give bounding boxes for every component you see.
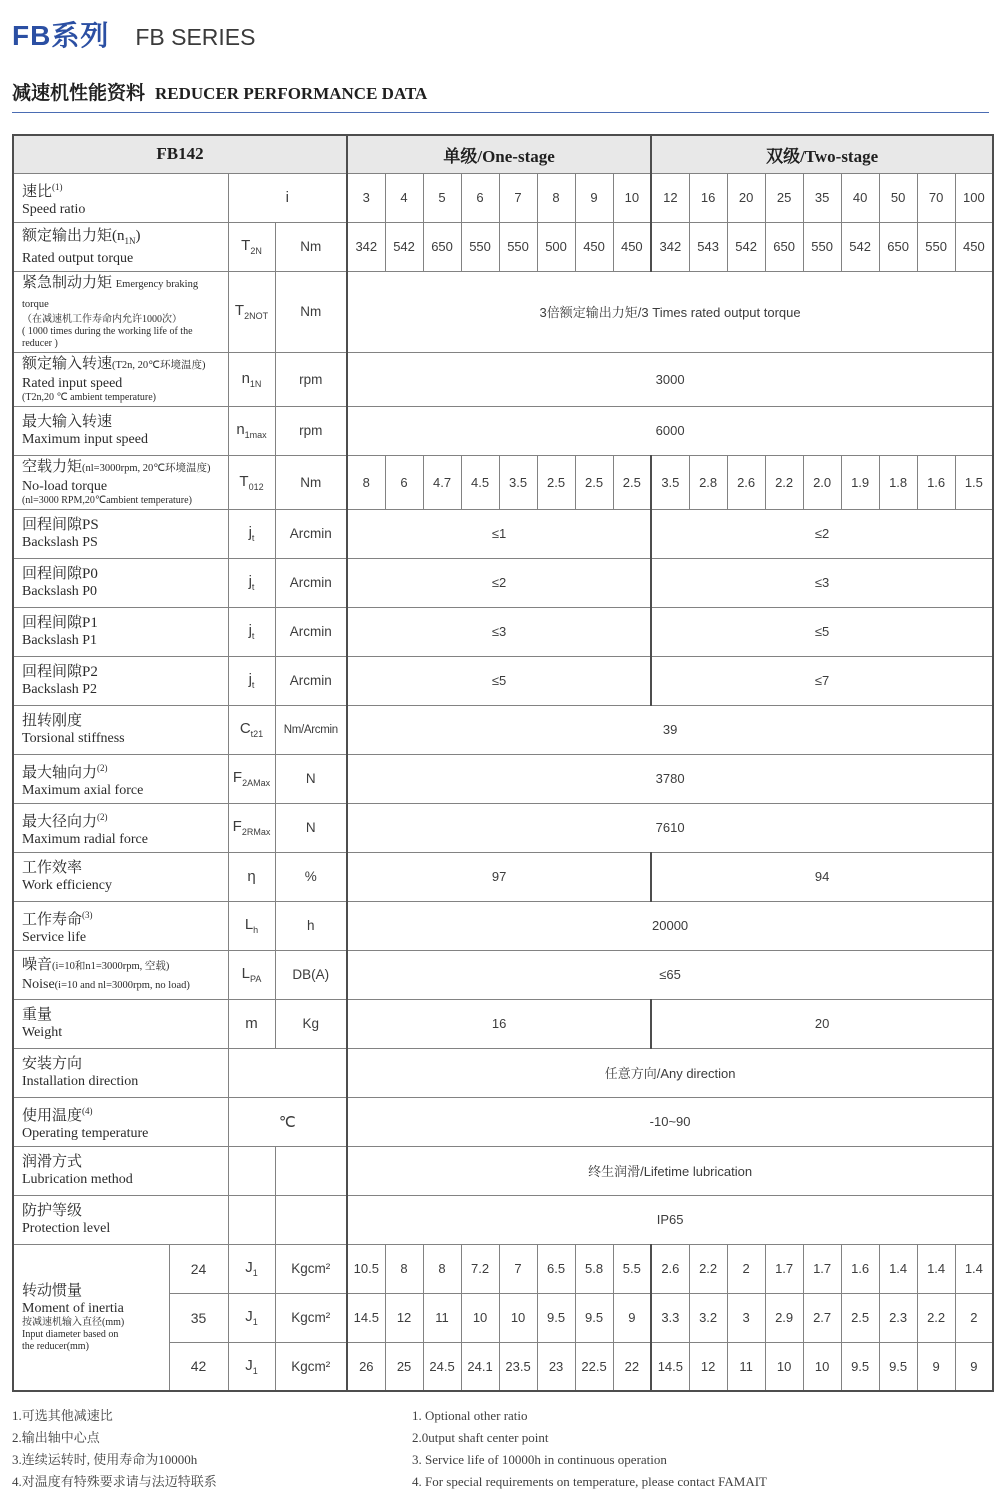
label-en: Maximum input speed <box>22 432 148 447</box>
label-zh: 额定输入转速(T2n, 20℃环境温度) <box>22 355 206 372</box>
value-cell: 7 <box>499 1244 537 1293</box>
value-span-cell: 16 <box>347 999 651 1048</box>
row-label <box>13 607 228 656</box>
row-label <box>13 509 228 558</box>
section-title-en: REDUCER PERFORMANCE DATA <box>155 84 428 103</box>
label-zh: 工作效率 <box>22 860 83 876</box>
value-cell: 542 <box>727 222 765 271</box>
row-max-axial-force <box>13 754 993 803</box>
value-cell: 3.2 <box>689 1293 727 1342</box>
value-cell: 342 <box>347 222 385 271</box>
note-line: 2.0utput shaft center point <box>412 1430 549 1445</box>
value-span-cell: 20000 <box>347 901 993 950</box>
value-cell: 2.2 <box>689 1244 727 1293</box>
inertia-diameter-cell: 35 <box>169 1293 228 1342</box>
row-label <box>13 558 228 607</box>
symbol-cell: $F_{2AMax}$ <box>228 754 275 803</box>
value-cell: 9 <box>917 1342 955 1391</box>
value-cell: 2.8 <box>689 455 727 509</box>
value-span-cell: ≤5 <box>651 607 993 656</box>
value-cell: 2.3 <box>879 1293 917 1342</box>
value-cell: 50 <box>879 173 917 222</box>
label-small: ( 1000 times during the working life of the reducer ) <box>22 325 193 349</box>
label-small: (T2n,20 ℃ ambient temperature) <box>22 391 156 403</box>
value-cell: 1.6 <box>841 1244 879 1293</box>
section-divider <box>12 112 989 113</box>
value-cell: 1.5 <box>955 455 993 509</box>
row-label <box>13 173 228 222</box>
value-span-cell: 3倍额定输出力矩/3 Times rated output torque <box>347 271 993 352</box>
value-cell: 2.5 <box>613 455 651 509</box>
row-inertia-24 <box>13 1244 993 1293</box>
row-rated-input-speed <box>13 352 993 406</box>
notes-zh <box>12 1405 412 1493</box>
value-cell: 450 <box>613 222 651 271</box>
row-label <box>13 705 228 754</box>
value-cell: 9.5 <box>537 1293 575 1342</box>
value-span-cell: ≤3 <box>651 558 993 607</box>
label-zh: 重量 <box>22 1007 53 1023</box>
value-cell: 9.5 <box>879 1342 917 1391</box>
label-zh: 空载力矩(nl=3000rpm, 20℃环境温度) <box>22 458 211 475</box>
label-zh: 噪音(i=10和n1=3000rpm, 空载) <box>22 956 170 973</box>
label-en: No-load torque <box>22 478 108 494</box>
note-line: 3. Service life of 10000h in continuous operation <box>412 1452 667 1467</box>
symbol-cell: $T_{2N}$ <box>228 222 275 271</box>
value-cell: 14.5 <box>651 1342 689 1391</box>
value-cell: 1.9 <box>841 455 879 509</box>
series-title-en: FB SERIES <box>135 24 256 50</box>
value-cell: 20 <box>727 173 765 222</box>
row-rated-output-torque <box>13 222 993 271</box>
value-cell: 3 <box>347 173 385 222</box>
label-en: Weight <box>22 1025 63 1040</box>
symbol-cell <box>228 1195 275 1244</box>
symbol-cell: ℃ <box>228 1097 347 1146</box>
label-en: Noise(i=10 and nl=3000rpm, no load) <box>22 976 190 992</box>
symbol-cell: $F_{2RMax}$ <box>228 803 275 852</box>
value-cell: 23 <box>537 1342 575 1391</box>
label-en: Service life <box>22 929 87 945</box>
value-cell: 10 <box>613 173 651 222</box>
value-cell: 35 <box>803 173 841 222</box>
label-zh: 紧急制动力矩 Emergency braking torque <box>22 274 199 310</box>
value-cell: 7.2 <box>461 1244 499 1293</box>
row-label <box>13 656 228 705</box>
value-cell: 2.7 <box>803 1293 841 1342</box>
unit-cell: Arcmin <box>275 607 347 656</box>
value-span-cell: 3780 <box>347 754 993 803</box>
row-backlash-p2 <box>13 656 993 705</box>
symbol-cell: $T_{012}$ <box>228 455 275 509</box>
label-small: 按减速机输入直径(mm) <box>22 1316 125 1328</box>
value-cell: 2 <box>955 1293 993 1342</box>
value-span-cell: 终生润滑/Lifetime lubrication <box>347 1146 993 1195</box>
unit-cell: N <box>275 803 347 852</box>
row-lubrication-method <box>13 1146 993 1195</box>
value-cell: 542 <box>841 222 879 271</box>
performance-table <box>12 134 994 1392</box>
label-en: Rated input speed <box>22 375 123 391</box>
value-cell: 4.7 <box>423 455 461 509</box>
value-cell: 2.9 <box>765 1293 803 1342</box>
row-backlash-p0 <box>13 558 993 607</box>
row-operating-temperature <box>13 1097 993 1146</box>
value-span-cell: 任意方向/Any direction <box>347 1048 993 1097</box>
value-cell: 543 <box>689 222 727 271</box>
value-span-cell: ≤7 <box>651 656 993 705</box>
value-span-cell: ≤2 <box>347 558 651 607</box>
value-span-cell: 97 <box>347 852 651 901</box>
value-cell: 2 <box>727 1244 765 1293</box>
value-cell: 10 <box>803 1342 841 1391</box>
footnotes <box>12 1405 989 1493</box>
row-label <box>13 1146 228 1195</box>
symbol-cell: $J_1$ <box>228 1342 275 1391</box>
symbol-cell: $T_{2NOT}$ <box>228 271 275 352</box>
row-work-efficiency <box>13 852 993 901</box>
value-cell: 1.7 <box>765 1244 803 1293</box>
symbol-cell: $L_h$ <box>228 901 275 950</box>
value-cell: 6.5 <box>537 1244 575 1293</box>
one-stage-header-cell: 单级/One-stage <box>347 135 651 173</box>
label-en: Lubrication method <box>22 1172 133 1187</box>
row-label <box>13 1195 228 1244</box>
label-en: Speed ratio <box>22 201 86 217</box>
row-label <box>13 1097 228 1146</box>
label-zh: 最大轴向力$^{(2)}$ <box>22 762 108 781</box>
label-en: Rated output torque <box>22 250 134 266</box>
unit-cell: Arcmin <box>275 656 347 705</box>
value-span-cell: 7610 <box>347 803 993 852</box>
label-en: Backslash PS <box>22 535 98 550</box>
value-cell: 1.8 <box>879 455 917 509</box>
symbol-cell: $J_1$ <box>228 1293 275 1342</box>
row-max-input-speed <box>13 406 993 455</box>
value-cell: 10 <box>461 1293 499 1342</box>
label-en: Moment of inertia <box>22 1300 124 1316</box>
label-en: Torsional stiffness <box>22 731 125 746</box>
value-cell: 1.6 <box>917 455 955 509</box>
label-en: Work efficiency <box>22 878 112 893</box>
value-span-cell: 6000 <box>347 406 993 455</box>
value-cell: 9 <box>575 173 613 222</box>
value-cell: 8 <box>423 1244 461 1293</box>
value-cell: 5.8 <box>575 1244 613 1293</box>
symbol-cell <box>228 1048 347 1097</box>
unit-cell: Kgcm² <box>275 1293 347 1342</box>
value-cell: 5 <box>423 173 461 222</box>
value-cell: 3.5 <box>499 455 537 509</box>
value-cell: 10.5 <box>347 1244 385 1293</box>
unit-cell: Nm <box>275 271 347 352</box>
series-title-zh: FB系列 <box>12 20 110 51</box>
label-en: Installation direction <box>22 1074 139 1089</box>
value-span-cell: ≤3 <box>347 607 651 656</box>
symbol-cell: $n_{1max}$ <box>228 406 275 455</box>
value-cell: 7 <box>499 173 537 222</box>
value-cell: 22 <box>613 1342 651 1391</box>
unit-cell <box>275 1146 347 1195</box>
label-zh: 回程间隙P2 <box>22 664 98 680</box>
value-cell: 550 <box>917 222 955 271</box>
value-cell: 100 <box>955 173 993 222</box>
value-cell: 500 <box>537 222 575 271</box>
note-line: 4.对温度有特殊要求请与法迈特联系 <box>12 1474 217 1489</box>
value-span-cell: 20 <box>651 999 993 1048</box>
value-cell: 12 <box>651 173 689 222</box>
row-label <box>13 1048 228 1097</box>
value-cell: 2.0 <box>803 455 841 509</box>
value-span-cell: 94 <box>651 852 993 901</box>
page-title <box>12 14 989 54</box>
value-span-cell: ≤5 <box>347 656 651 705</box>
value-cell: 1.7 <box>803 1244 841 1293</box>
label-zh: 工作寿命$^{(3)}$ <box>22 909 93 928</box>
value-cell: 25 <box>765 173 803 222</box>
value-cell: 23.5 <box>499 1342 537 1391</box>
label-en: Protection level <box>22 1221 111 1236</box>
symbol-cell: $j_t$ <box>228 607 275 656</box>
value-cell: 3.3 <box>651 1293 689 1342</box>
value-cell: 542 <box>385 222 423 271</box>
row-label <box>13 455 228 509</box>
value-cell: 2.6 <box>727 455 765 509</box>
value-cell: 450 <box>955 222 993 271</box>
note-line: 3.连续运转时, 使用寿命为10000h <box>12 1452 198 1467</box>
value-cell: 24.5 <box>423 1342 461 1391</box>
value-span-cell: ≤2 <box>651 509 993 558</box>
section-title-zh: 减速机性能资料 <box>12 83 146 104</box>
symbol-cell: $j_t$ <box>228 656 275 705</box>
label-zh: 转动惯量 <box>22 1282 83 1299</box>
value-span-cell: 3000 <box>347 352 993 406</box>
symbol-cell: $n_{1N}$ <box>228 352 275 406</box>
label-zh: 最大径向力$^{(2)}$ <box>22 811 108 830</box>
row-max-radial-force <box>13 803 993 852</box>
unit-cell: Nm <box>275 222 347 271</box>
symbol-cell: $J_1$ <box>228 1244 275 1293</box>
value-cell: 6 <box>461 173 499 222</box>
value-cell: 11 <box>727 1342 765 1391</box>
model-header-cell: FB142 <box>13 135 347 173</box>
row-label <box>13 852 228 901</box>
value-cell: 22.5 <box>575 1342 613 1391</box>
row-label <box>13 950 228 999</box>
value-cell: 1.4 <box>955 1244 993 1293</box>
note-line: 1.可选其他减速比 <box>12 1408 113 1423</box>
value-cell: 550 <box>499 222 537 271</box>
row-label <box>13 803 228 852</box>
value-cell: 2.2 <box>765 455 803 509</box>
row-noise <box>13 950 993 999</box>
label-small: （在减速机工作寿命内允许1000次） <box>22 313 182 325</box>
value-cell: 2.6 <box>651 1244 689 1293</box>
value-cell: 9 <box>955 1342 993 1391</box>
value-cell: 14.5 <box>347 1293 385 1342</box>
unit-cell: % <box>275 852 347 901</box>
inertia-diameter-cell: 24 <box>169 1244 228 1293</box>
label-zh: 安装方向 <box>22 1056 83 1072</box>
value-cell: 2.2 <box>917 1293 955 1342</box>
label-en: Maximum radial force <box>22 831 148 847</box>
row-label <box>13 999 228 1048</box>
row-label <box>13 222 228 271</box>
value-cell: 2.5 <box>575 455 613 509</box>
label-small: Input diameter based on <box>22 1328 119 1340</box>
value-cell: 8 <box>347 455 385 509</box>
label-zh: 回程间隙P0 <box>22 566 98 582</box>
value-cell: 70 <box>917 173 955 222</box>
value-cell: 9 <box>613 1293 651 1342</box>
value-cell: 12 <box>689 1342 727 1391</box>
unit-cell: N <box>275 754 347 803</box>
unit-cell: DB(A) <box>275 950 347 999</box>
value-cell: 10 <box>499 1293 537 1342</box>
value-cell: 4 <box>385 173 423 222</box>
note-line: 4. For special requirements on temperature, please contact FAMAIT <box>412 1474 767 1489</box>
label-zh: 使用温度$^{(4)}$ <box>22 1105 93 1124</box>
label-zh: 润滑方式 <box>22 1154 83 1170</box>
row-speed-ratio <box>13 173 993 222</box>
unit-cell: h <box>275 901 347 950</box>
row-backlash-ps <box>13 509 993 558</box>
label-zh: 防护等级 <box>22 1203 83 1219</box>
notes-en <box>412 1405 989 1493</box>
value-cell: 24.1 <box>461 1342 499 1391</box>
value-cell: 6 <box>385 455 423 509</box>
unit-cell <box>275 1195 347 1244</box>
table-header-row <box>13 135 993 173</box>
value-cell: 9.5 <box>841 1342 879 1391</box>
unit-cell: rpm <box>275 352 347 406</box>
value-cell: 8 <box>385 1244 423 1293</box>
inertia-diameter-cell: 42 <box>169 1342 228 1391</box>
note-line: 1. Optional other ratio <box>412 1408 528 1423</box>
row-label <box>13 901 228 950</box>
row-label <box>13 271 228 352</box>
value-cell: 5.5 <box>613 1244 651 1293</box>
symbol-cell: $j_t$ <box>228 509 275 558</box>
label-en: Backslash P0 <box>22 584 98 599</box>
value-cell: 2.5 <box>841 1293 879 1342</box>
value-cell: 342 <box>651 222 689 271</box>
label-small: the reducer(mm) <box>22 1340 89 1352</box>
row-label <box>13 754 228 803</box>
value-cell: 450 <box>575 222 613 271</box>
row-backlash-p1 <box>13 607 993 656</box>
value-cell: 1.4 <box>917 1244 955 1293</box>
value-cell: 2.5 <box>537 455 575 509</box>
section-title <box>12 78 989 105</box>
symbol-cell: η <box>228 852 275 901</box>
value-cell: 40 <box>841 173 879 222</box>
value-cell: 10 <box>765 1342 803 1391</box>
value-span-cell: IP65 <box>347 1195 993 1244</box>
value-cell: 3.5 <box>651 455 689 509</box>
value-cell: 11 <box>423 1293 461 1342</box>
unit-cell: Arcmin <box>275 558 347 607</box>
row-torsional-stiffness <box>13 705 993 754</box>
value-span-cell: 39 <box>347 705 993 754</box>
label-zh: 扭转刚度 <box>22 713 83 729</box>
unit-cell: rpm <box>275 406 347 455</box>
symbol-cell: $L_{PA}$ <box>228 950 275 999</box>
value-cell: 8 <box>537 173 575 222</box>
value-cell: 650 <box>423 222 461 271</box>
label-small: (nl=3000 RPM,20℃ambient temperature) <box>22 494 192 506</box>
value-cell: 9.5 <box>575 1293 613 1342</box>
row-no-load-torque <box>13 455 993 509</box>
value-span-cell: -10~90 <box>347 1097 993 1146</box>
unit-cell: Kgcm² <box>275 1244 347 1293</box>
symbol-cell: $j_t$ <box>228 558 275 607</box>
value-cell: 1.4 <box>879 1244 917 1293</box>
value-cell: 550 <box>461 222 499 271</box>
value-cell: 650 <box>879 222 917 271</box>
label-zh: 回程间隙P1 <box>22 615 98 631</box>
unit-cell: Arcmin <box>275 509 347 558</box>
two-stage-header-cell: 双级/Two-stage <box>651 135 993 173</box>
value-cell: 650 <box>765 222 803 271</box>
label-en: Backslash P1 <box>22 633 98 648</box>
row-weight <box>13 999 993 1048</box>
row-label <box>13 352 228 406</box>
value-cell: 16 <box>689 173 727 222</box>
row-installation-direction <box>13 1048 993 1097</box>
value-cell: 26 <box>347 1342 385 1391</box>
unit-cell: Kg <box>275 999 347 1048</box>
row-label <box>13 1244 169 1391</box>
value-cell: 25 <box>385 1342 423 1391</box>
value-cell: 550 <box>803 222 841 271</box>
row-service-life <box>13 901 993 950</box>
row-emergency-braking-torque <box>13 271 993 352</box>
unit-cell: Nm <box>275 455 347 509</box>
symbol-cell <box>228 1146 275 1195</box>
label-zh: 回程间隙PS <box>22 517 99 533</box>
value-span-cell: ≤65 <box>347 950 993 999</box>
value-cell: 4.5 <box>461 455 499 509</box>
value-cell: 3 <box>727 1293 765 1342</box>
label-zh: 速比$^{(1)}$ <box>22 181 63 200</box>
unit-cell: Nm/Arcmin <box>275 705 347 754</box>
symbol-cell: m <box>228 999 275 1048</box>
label-zh: 额定输出力矩$(n_{1N})$ <box>22 227 141 246</box>
row-protection-level <box>13 1195 993 1244</box>
label-en: Operating temperature <box>22 1125 149 1141</box>
value-cell: 12 <box>385 1293 423 1342</box>
row-label <box>13 406 228 455</box>
note-line: 2.输出轴中心点 <box>12 1430 100 1445</box>
label-en: Backslash P2 <box>22 682 98 697</box>
unit-cell: Kgcm² <box>275 1342 347 1391</box>
symbol-cell: i <box>228 173 347 222</box>
label-en: Maximum axial force <box>22 782 144 798</box>
label-zh: 最大输入转速 <box>22 414 113 430</box>
symbol-cell: $C_{t21}$ <box>228 705 275 754</box>
value-span-cell: ≤1 <box>347 509 651 558</box>
